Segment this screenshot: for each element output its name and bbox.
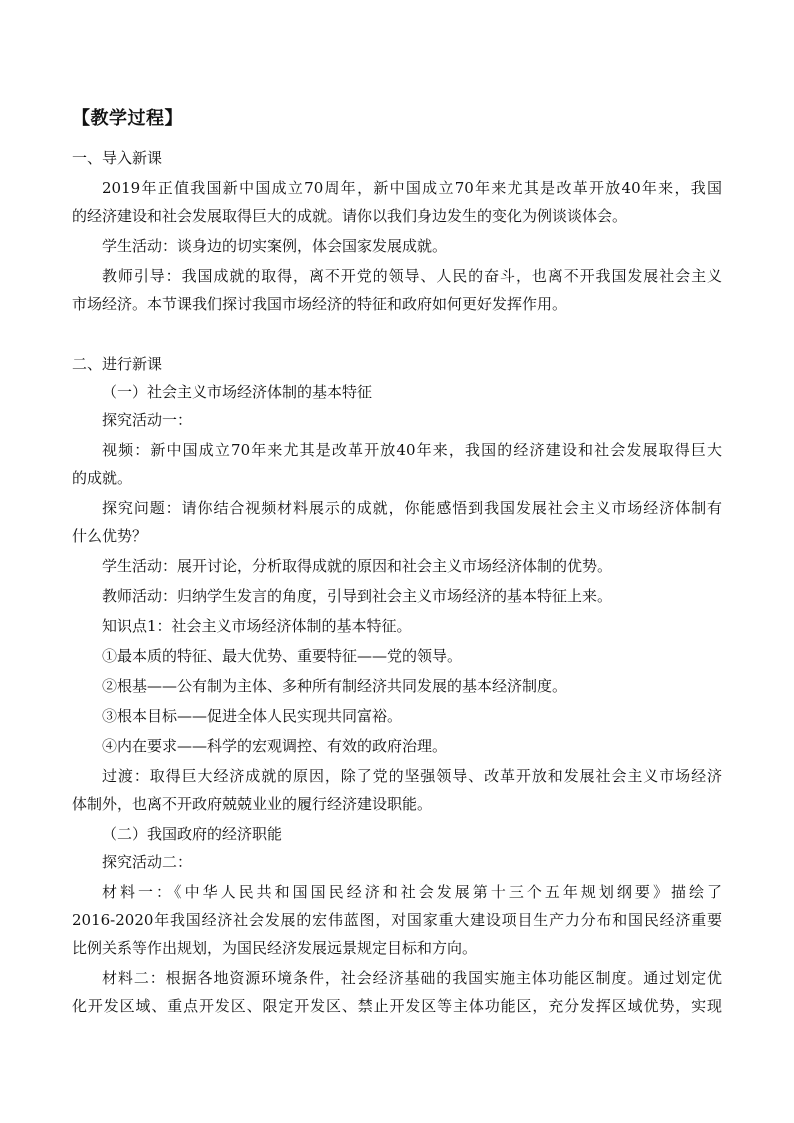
list-item: ③根本目标——促进全体人民实现共同富裕。 [102, 707, 403, 725]
paragraph-line: 学生活动：谈身边的切实案例，体会国家发展成就。 [102, 237, 448, 255]
paragraph-line: 2016-2020年我国经济社会发展的宏伟蓝图，对国家重大建设项目生产力分布和国民经济重要 [72, 911, 722, 929]
heading-new-lesson: 二、进行新课 [72, 355, 163, 373]
section-title: 【教学过程】 [72, 108, 183, 129]
subheading-2: （二）我国政府的经济职能 [102, 825, 283, 843]
paragraph-line: 体制外，也离不开政府兢兢业业的履行经济建设职能。 [72, 795, 433, 813]
paragraph-line: 市场经济。本节课我们探讨我国市场经济的特征和政府如何更好发挥作用。 [72, 295, 568, 313]
paragraph-line: 化开发区域、重点开发区、限定开发区、禁止开发区等主体功能区，充分发挥区域优势，实现 [72, 997, 722, 1015]
paragraph-line: 教师活动：归纳学生发言的角度，引导到社会主义市场经济的基本特征上来。 [102, 587, 613, 605]
knowledge-point: 知识点1：社会主义市场经济体制的基本特征。 [102, 617, 412, 635]
paragraph-line: 的成就。 [72, 469, 133, 487]
paragraph-line: 比例关系等作出规划，为国民经济发展远景规定目标和方向。 [72, 939, 478, 957]
paragraph-line: 材料二：根据各地资源环境条件，社会经济基础的我国实施主体功能区制度。通过划定优 [102, 969, 722, 987]
heading-intro: 一、导入新课 [72, 149, 163, 167]
paragraph-line: 探究活动二： [102, 853, 193, 871]
paragraph-line: 教师引导：我国成就的取得，离不开党的领导、人民的奋斗，也离不开我国发展社会主义 [102, 267, 722, 285]
paragraph-line: 材料一：《中华人民共和国国民经济和社会发展第十三个五年规划纲要》描绘了 [102, 883, 722, 901]
list-item: ②根基——公有制为主体、多种所有制经济共同发展的基本经济制度。 [102, 677, 568, 695]
paragraph-line: 什么优势？ [72, 527, 148, 545]
paragraph-line: 的经济建设和社会发展取得巨大的成就。请你以我们身边发生的变化为例谈谈体会。 [72, 207, 628, 225]
list-item: ④内在要求——科学的宏观调控、有效的政府治理。 [102, 737, 448, 755]
paragraph-line: 2019年正值我国新中国成立70周年，新中国成立70年来尤其是改革开放40年来，我国 [102, 179, 722, 197]
paragraph-line: 探究活动一： [102, 411, 193, 429]
paragraph-line: 视频：新中国成立70年来尤其是改革开放40年来，我国的经济建设和社会发展取得巨大 [102, 441, 722, 459]
paragraph-line: 学生活动：展开讨论，分析取得成就的原因和社会主义市场经济体制的优势。 [102, 557, 613, 575]
paragraph-line: 探究问题：请你结合视频材料展示的成就，你能感悟到我国发展社会主义市场经济体制有 [102, 499, 722, 517]
list-item: ①最本质的特征、最大优势、重要特征——党的领导。 [102, 647, 463, 665]
paragraph-line: 过渡：取得巨大经济成就的原因，除了党的坚强领导、改革开放和发展社会主义市场经济 [102, 767, 722, 785]
subheading-1: （一）社会主义市场经济体制的基本特征 [102, 383, 373, 401]
